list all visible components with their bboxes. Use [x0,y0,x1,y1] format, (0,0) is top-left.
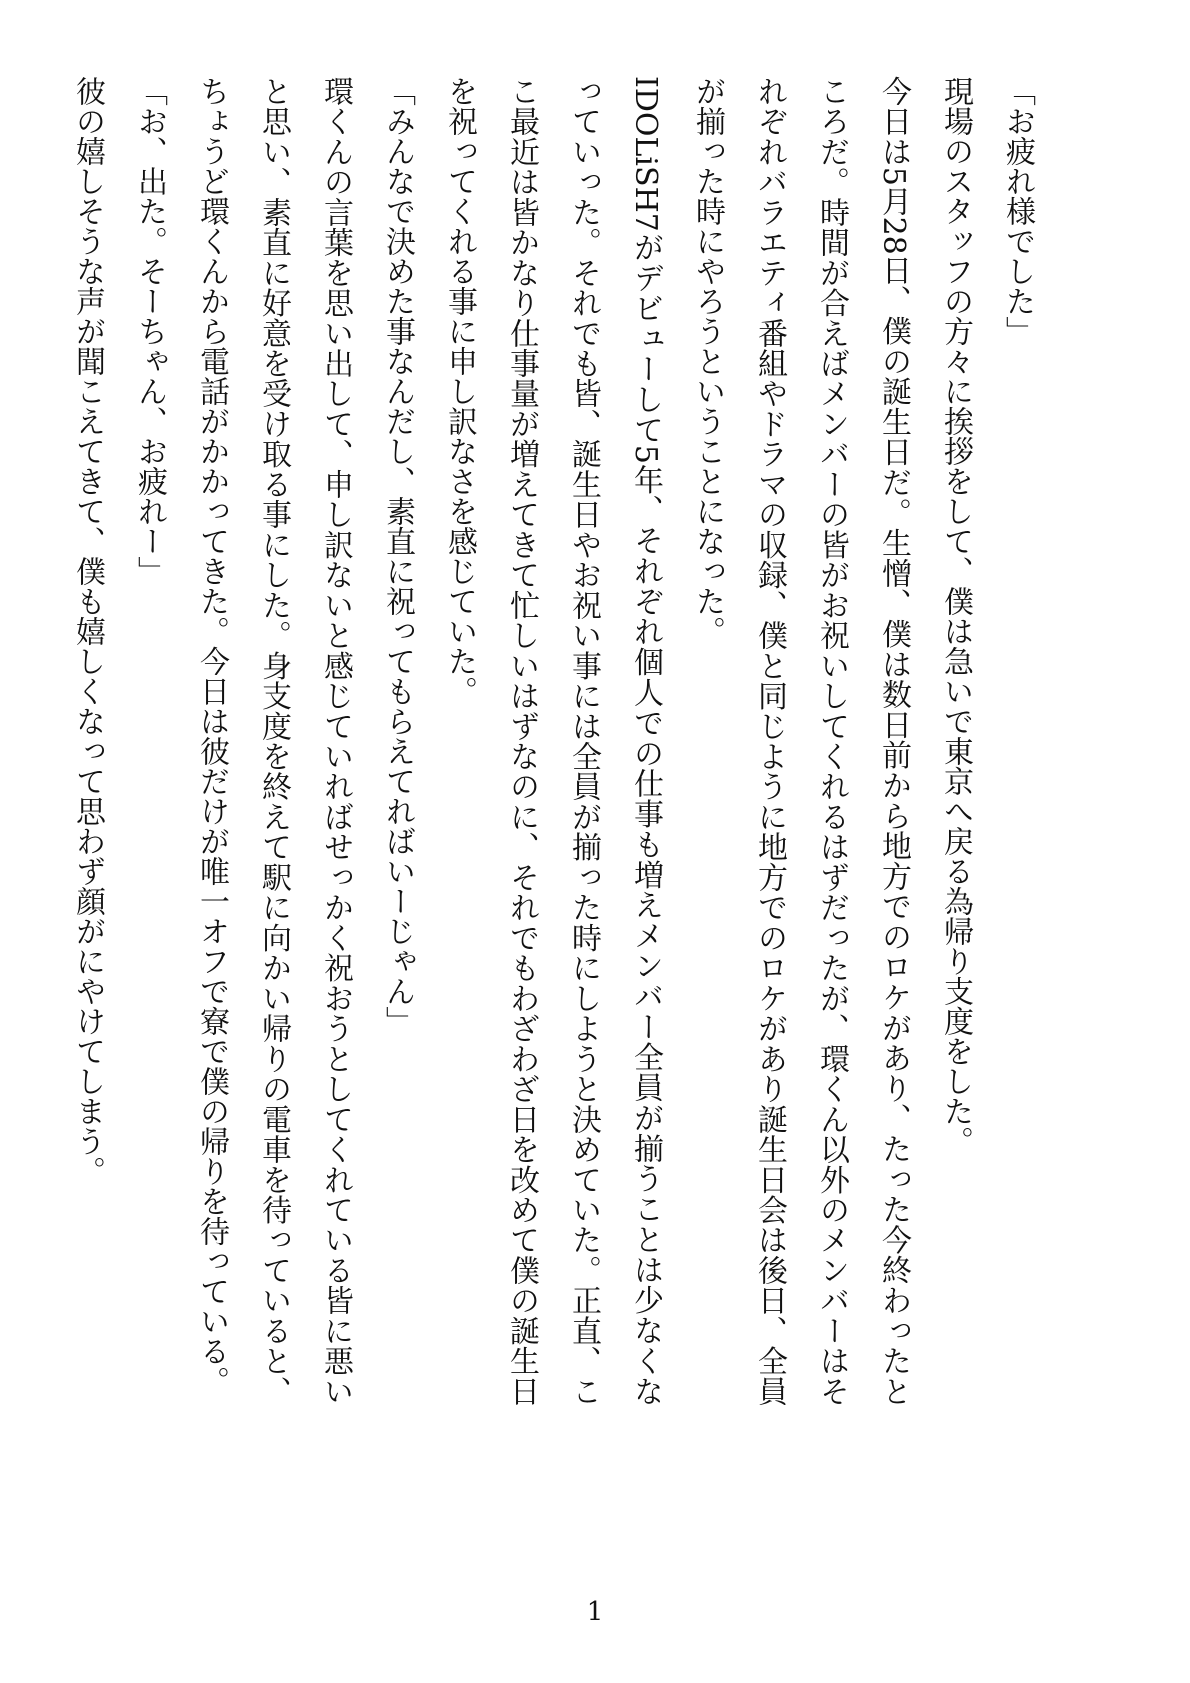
paragraph-birthday: 今日は5月28日、僕の誕生日だ。生憎、僕は数日前から地方でのロケがあり、たった今終わったところだ。時間が合えばメンバーの皆がお祝いしてくれるはずだったが、環くん以外のメンバーはそれぞれバラエティ番組やドラマの収録、僕と同じように地方でのロケがあり誕生日会は後日、全員が揃った時にやろうということになった。 [690,76,911,1406]
paragraph-idolish7: IDOLiSH7がデビューして5年、それぞれ個人での仕事も増えメンバー全員が揃うことは少なくなっていった。それでも皆、誕生日やお祝い事には全員が揃った時にしようと決めていた。正直、ここ最近は皆かなり仕事量が増えてきて忙しいはずなのに、それでもわざわざ日を改めて僕の誕生日を祝ってくれる事に申し訳なさを感じていた。 [442,76,663,1406]
paragraph-leaving-set: 現場のスタッフの方々に挨拶をして、僕は急いで東京へ戻る為帰り支度をした。 [938,76,973,1156]
body-text [56,76,1048,1406]
page-number: 1 [586,1597,604,1627]
paragraph-phone-call: 環くんの言葉を思い出して、申し訳ないと感じていればせっかく祝おうとしてくれている皆に悪いと思い、素直に好意を受け取る事にした。身支度を終えて駅に向かい帰りの電車を待っていると、ちょうど環くんから電話がかかってきた。今日は彼だけが唯一オフで寮で僕の帰りを待っている。 [194,76,353,1406]
paragraph-greeting: 「お疲れ様でした」 [1000,76,1035,346]
paragraph-tamaki-greeting: 「お、出た。そーちゃん、お疲れー」 [132,76,167,586]
paragraph-tamaki-quote: 「みんなで決めた事なんだし、素直に祝ってもらえてればいーじゃん」 [380,76,415,1036]
paragraph-happy-voice: 彼の嬉しそうな声が聞こえてきて、僕も嬉しくなって思わず顔がにやけてしまう。 [70,76,105,1186]
